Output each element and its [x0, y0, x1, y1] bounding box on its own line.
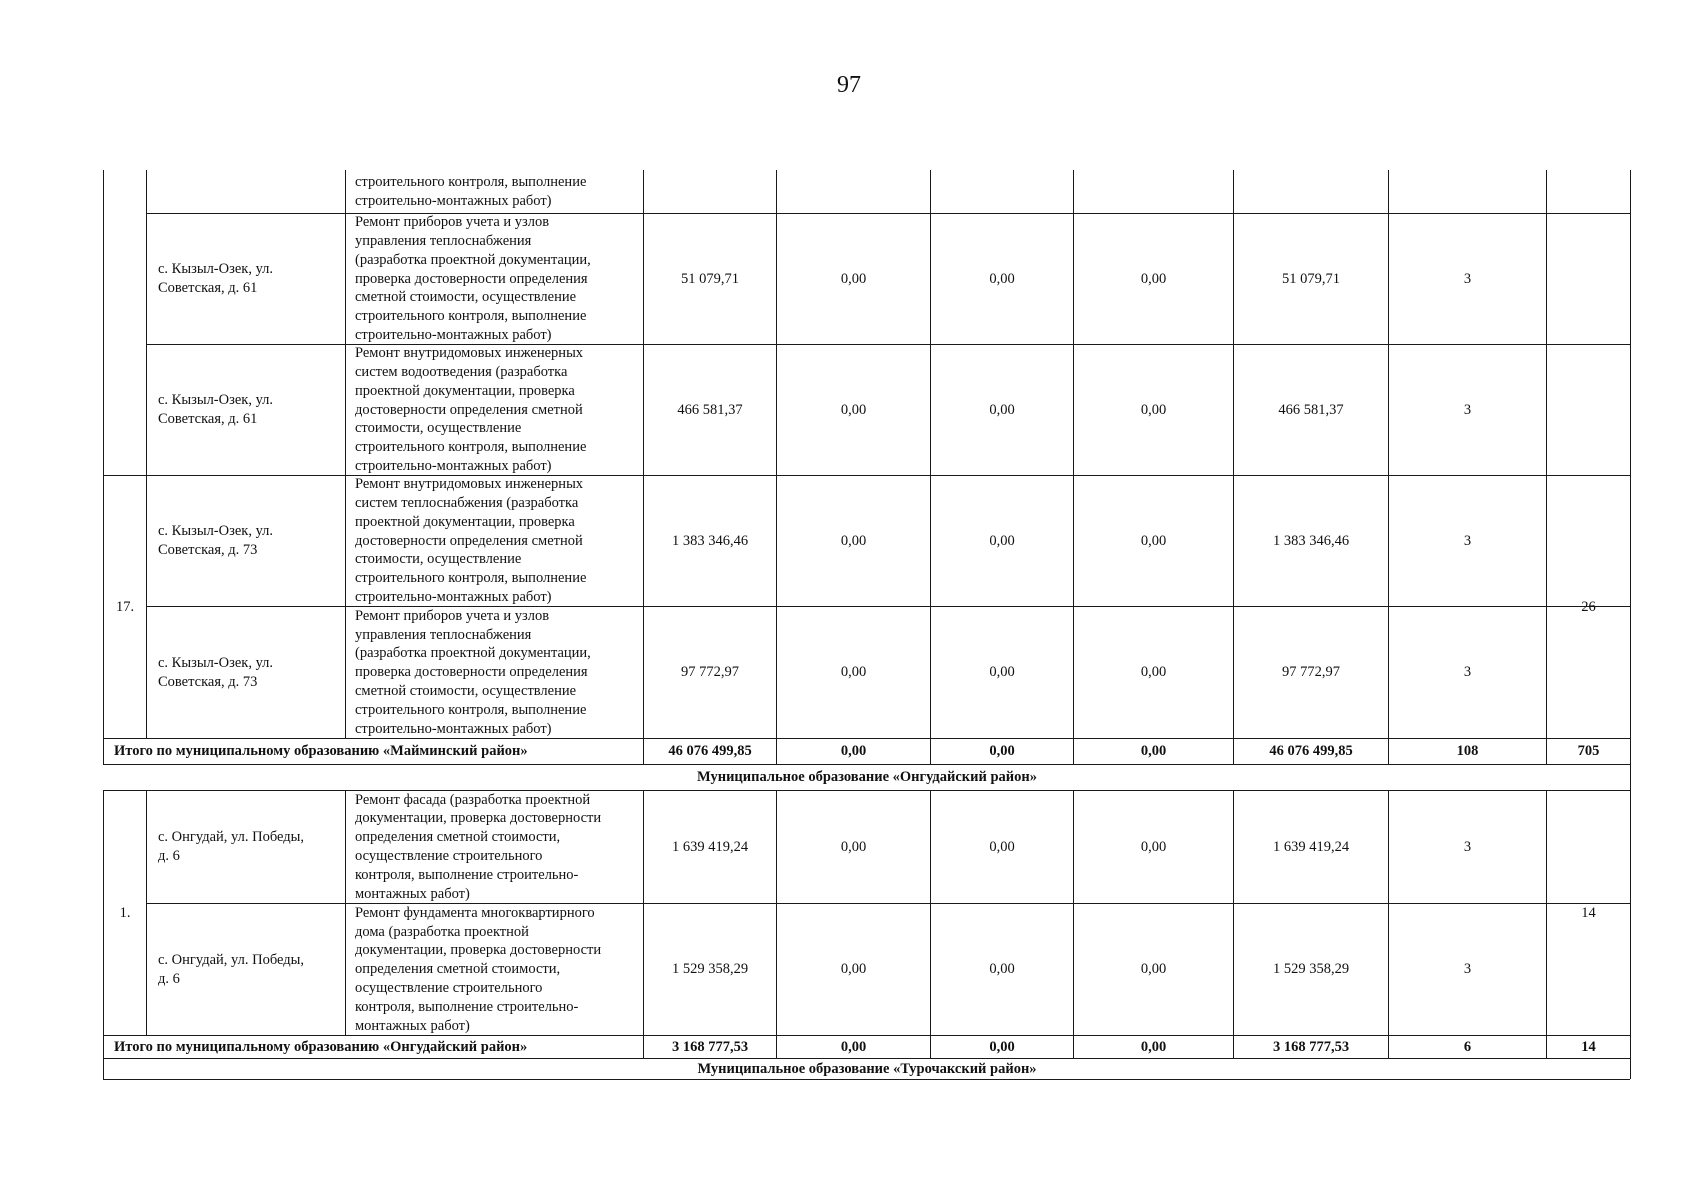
table-row-fund-3: 0,00: [1140, 838, 1167, 855]
page-number: 97: [837, 72, 861, 98]
table-row-fund-3: 0,00: [1140, 401, 1167, 418]
section-header: Муниципальное образование «Онгудайский район»: [696, 769, 1038, 786]
table-row-fund-3: 0,00: [1140, 532, 1167, 549]
total-row-owners-funds: 46 076 499,85: [1269, 743, 1353, 760]
table-row-description: Ремонт приборов учета и узлов управления теплоснабжения (разработка проектной документации, проверка достоверности определения сметной стоимости, осуществление строительного контроля, выполнение строительно-монтажных работ): [355, 214, 591, 343]
table-row-address: с. Онгудай, ул. Победы, д. 6: [158, 829, 305, 864]
table-row-address: с. Кызыл-Озек, ул. Советская, д. 61: [158, 261, 274, 296]
table-row-deadline: 3: [1463, 664, 1472, 681]
table-row-fund-1: 0,00: [840, 664, 867, 681]
total-row-label: Итого по муниципальному образованию «Онгудайский район»: [114, 1038, 528, 1055]
table-row-owners-funds: 51 079,71: [1282, 270, 1340, 287]
total-row-fund-2: 0,00: [989, 1038, 1015, 1055]
total-row-count: 6: [1463, 1038, 1472, 1055]
total-row-label: Итого по муниципальному образованию «Майминский район»: [114, 743, 528, 760]
total-row-fund-1: 0,00: [840, 743, 867, 760]
table-row-total-cost: 1 383 346,46: [671, 532, 749, 549]
table-row-fund-3: 0,00: [1140, 664, 1167, 681]
table-row-deadline: 3: [1463, 961, 1472, 978]
group-number: 1.: [119, 904, 131, 921]
table-row-fund-1: 0,00: [840, 401, 867, 418]
table-row-owners-funds: 1 529 358,29: [1272, 961, 1350, 978]
total-row-fund-2: 0,00: [989, 743, 1015, 760]
table-row-fund-1: 0,00: [840, 270, 867, 287]
total-row-apartments: 14: [1581, 1038, 1596, 1055]
table-row-description: Ремонт фундамента многоквартирного дома (разработка проектной документации, проверка достоверности определения сметной стоимости, осуществление строительного контроля, выполнение строительно- монтажных работ): [355, 904, 602, 1034]
table-row-description: строительного контроля, выполнение строительно-монтажных работ): [355, 173, 587, 209]
table-row-deadline: 3: [1463, 401, 1472, 418]
table-row-fund-3: 0,00: [1140, 961, 1167, 978]
table-row-deadline: 3: [1463, 838, 1472, 855]
total-row-fund-1: 0,00: [840, 1038, 867, 1055]
total-row-fund-3: 0,00: [1140, 743, 1167, 760]
table-row-description: Ремонт внутридомовых инженерных систем водоотведения (разработка проектной документации, проверка достоверности определения сметной стоимости, осуществление строительного контроля, выполнение строительно-монтажных работ): [355, 345, 587, 474]
table-row-total-cost: 466 581,37: [677, 401, 743, 418]
total-row-total-cost: 46 076 499,85: [668, 743, 752, 760]
table-row-owners-funds: 1 639 419,24: [1272, 838, 1350, 855]
table-row-description: Ремонт внутридомовых инженерных систем теплоснабжения (разработка проектной документации, проверка достоверности определения сметной стоимости, осуществление строительного контроля, выполнение строительно-монтажных работ): [355, 476, 587, 605]
table-row-address: с. Онгудай, ул. Победы, д. 6: [158, 951, 305, 987]
table-row-description: Ремонт приборов учета и узлов управления теплоснабжения (разработка проектной документации, проверка достоверности определения сметной стоимости, осуществление строительного контроля, выполнение строительно-монтажных работ): [355, 607, 591, 737]
table-row-fund-2: 0,00: [989, 270, 1015, 287]
table-row-owners-funds: 466 581,37: [1278, 401, 1344, 418]
table-row-fund-2: 0,00: [989, 838, 1015, 855]
table-row-address: с. Кызыл-Озек, ул. Советская, д. 73: [158, 654, 274, 690]
table-row-address: с. Кызыл-Озек, ул. Советская, д. 61: [158, 392, 274, 427]
table-row-fund-1: 0,00: [840, 838, 867, 855]
group-apartments: 14: [1581, 904, 1596, 921]
total-row-fund-3: 0,00: [1140, 1038, 1167, 1055]
table-row-total-cost: 51 079,71: [681, 270, 739, 287]
table-row-owners-funds: 97 772,97: [1282, 664, 1340, 681]
table-row-fund-1: 0,00: [840, 532, 867, 549]
total-row-owners-funds: 3 168 777,53: [1272, 1038, 1350, 1055]
total-row-total-cost: 3 168 777,53: [671, 1038, 749, 1055]
group-apartments: 26: [1581, 598, 1596, 615]
table-row-fund-2: 0,00: [989, 532, 1015, 549]
table-row-fund-2: 0,00: [989, 401, 1015, 418]
table-row-total-cost: 97 772,97: [681, 664, 739, 681]
table-row-fund-1: 0,00: [840, 961, 867, 978]
table-row-owners-funds: 1 383 346,46: [1272, 532, 1350, 549]
table-row-fund-2: 0,00: [989, 961, 1015, 978]
table-row-fund-3: 0,00: [1140, 270, 1167, 287]
total-row-count: 108: [1456, 743, 1479, 760]
table-row-total-cost: 1 639 419,24: [671, 838, 749, 855]
table-row-description: Ремонт фасада (разработка проектной документации, проверка достоверности определения сметной стоимости, осуществление строительного контроля, выполнение строительно- монтажных работ): [355, 791, 602, 902]
table-row-deadline: 3: [1463, 532, 1472, 549]
table-row-address: с. Кызыл-Озек, ул. Советская, д. 73: [158, 523, 274, 558]
table-row-fund-2: 0,00: [989, 664, 1015, 681]
table-row-total-cost: 1 529 358,29: [671, 961, 749, 978]
total-row-apartments: 705: [1577, 743, 1600, 760]
group-number: 17.: [115, 598, 135, 615]
table-row-deadline: 3: [1463, 270, 1472, 287]
section-header: Муниципальное образование «Турочакский район»: [697, 1060, 1037, 1077]
